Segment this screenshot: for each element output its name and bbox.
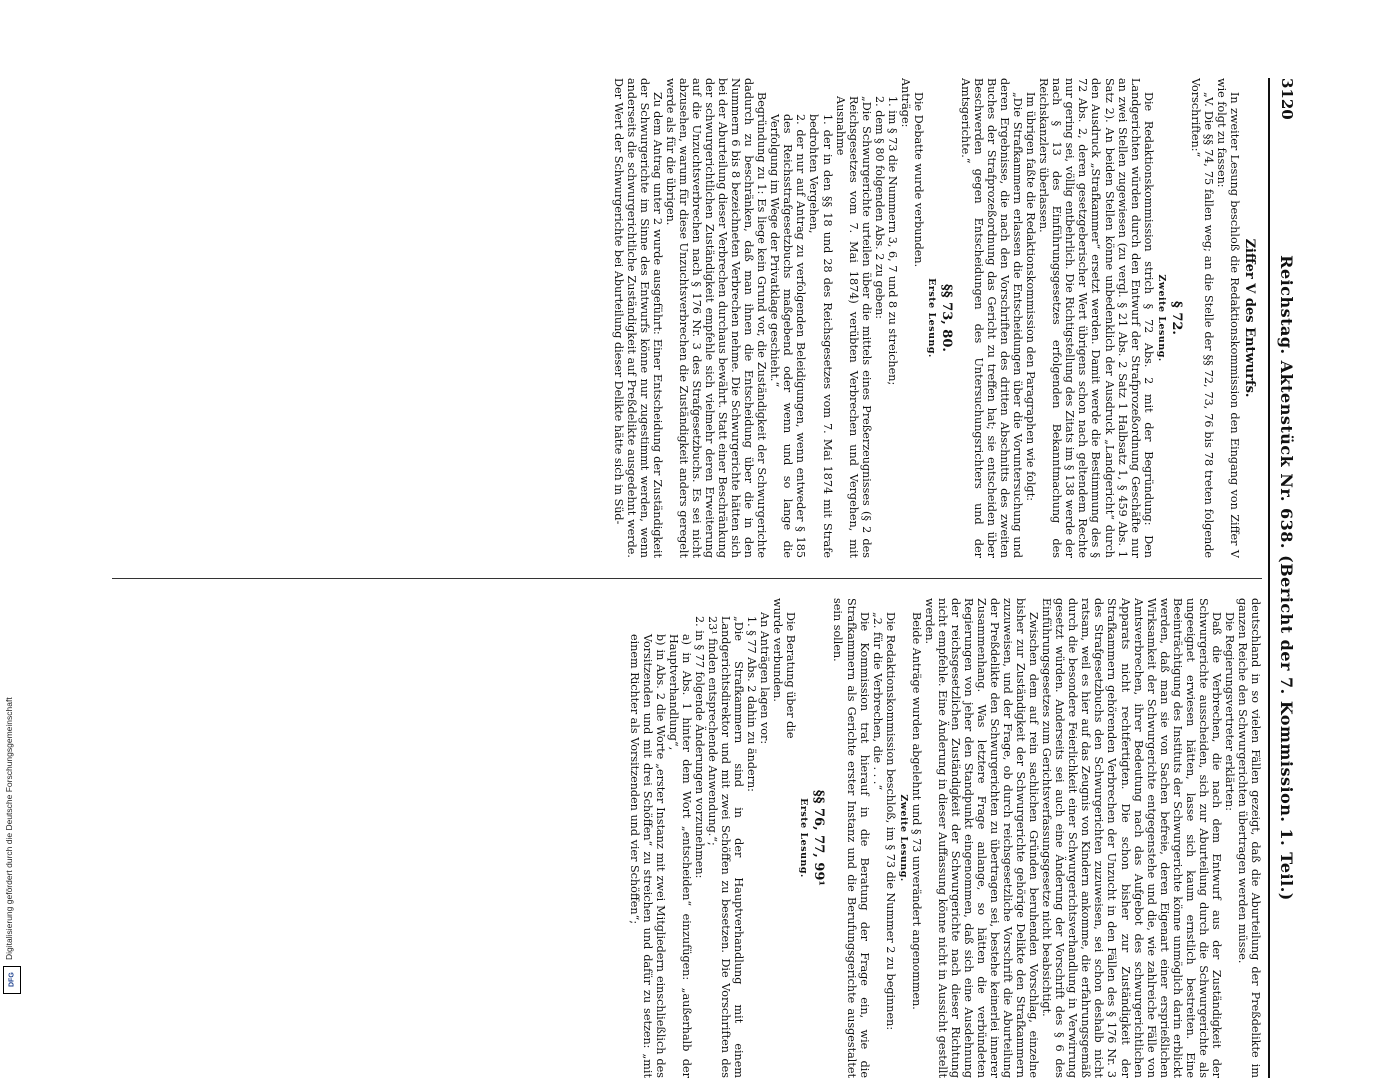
rotated-document-page — [70, 78, 1300, 1078]
funding-credit: Digitalisierung gefördert durch die Deutsche Forschungsgemeinschaft — [4, 697, 14, 960]
paragraph: Zu dem Antrag unter 2 wurde ausgeführt: Einer Entscheidung der Zuständigkeit der Schwurgerichte im Sinne des Entwurfs könne nur zugestimmt werden, wenn anderseits die schwurgerichtliche Zuständigkeit auf Preßdelikte ausgedehnt werde. Der Wert der Schwurgerichte bei Aburteilung dieser Delikte hätte sich in Süd- — [611, 78, 664, 558]
paragraph: Die Debatte wurde verbunden. — [911, 92, 925, 268]
section-heading: §§ 73, 80. — [938, 284, 954, 352]
paragraph: Die Beratung über die — [784, 612, 798, 739]
digitization-footer — [1, 600, 23, 998]
paragraph: „V. Die §§ 74, 75 fallen weg; an die Stelle der §§ 72, 73, 76 bis 78 treten folgende Vorschriften:“ — [1188, 78, 1215, 558]
paragraph: Daß die Verbrechen, die nach dem Entwurf aus der Zuständigkeit der Schwurgerichte ausscheiden, sich zur Aburteilung durch die Schwurgerichte als ungeeignet erwiesen hätten, lasse sich kaum ernstlich bestreiten. Eine Beeinträchtigung des Instituts der Schwurgerichte könne unmöglich darin erblickt werden, daß man sie von Sachen befreie, deren Eigenart einer ersprießlichen Wirksamkeit der Schwurgerichte entgegenstehe und die, wie zahlreiche Fälle von Amtsverbrechen, ihrer Bedeutung nach das Aufgebot des schwurgerichtlichen Apparats nicht rechtfertigten. Die schon bisher zur Zuständigkeit der Strafkammern gehörenden Verbrechen der Unzucht in den Fällen des § 176 Nr. 3 des Strafgesetzbuchs den Schwurgerichten zuzuweisen, sei schon deshalb nicht ratsam, weil es hier auf das Zeugnis von Kindern ankomme, die erfahrungsgemäß durch die besondere Feierlichkeit einer Schwurgerichtsverhandlung in Verwirrung gesetzt würden. Anderseits sei auch eine Änderung der Vorschrift des § 6 des Einführungsgesetzes zum Gerichtsverfassungsgesetze nicht beabsichtigt. — [1040, 598, 1223, 1078]
list-item: „Die Strafkammern sind in der Hauptverhandlung mit einem Landgerichtsdirektor und mit zwei Schöffen zu besetzen. Die Vorschriften des 23¹ finden entsprechende Anwendung.“; — [706, 616, 746, 1078]
sub-list-item: 2. der nur auf Antrag zu verfolgenden Beleidigungen, wenn entweder § 185 des Reichsstrafgesetzbuchs maßgebend oder wenn und so lange die Verfolgung im Wege der Privatklage geschieht.“ — [768, 114, 808, 558]
list-item: 1. § 77 Abs. 2 dahin zu ändern: — [745, 616, 759, 792]
page-header — [1268, 78, 1300, 1078]
reading-label: Erste Lesung. — [925, 278, 937, 358]
sub-list-item: a) in Abs. 1 hinter dem Wort „entscheiden“ einzufügen: „außerhalb der Hauptverhandlung“, — [666, 634, 693, 1078]
list-item: „Die Schwurgerichte urteilen über die mittels eines Preßerzeugnisses (§ 2 des Reichsgesetzes vom 7. Mai 1874) verübten Verbrechen und Vergehen, mit Ausnahme — [833, 96, 873, 558]
paragraph: deutschland in so vielen Fällen gezeigt, daß die Aburteilung der Preßdelikte im ganzen Reiche den Schwurgerichten übertragen werden müsse. — [1235, 598, 1262, 1078]
sub-list-item: b) in Abs. 2 die Worte „erster Instanz mit zwei Mitgliedern einschließlich des Vorsitzenden und mit drei Schöffen“ zu streichen und dafür zu setzen: „mit einem Richter als Vorsitzenden und vier Schöffen“; — [627, 634, 667, 1078]
paragraph: „Die Strafkammern erlassen die Entscheidungen über die Voruntersuchung und deren Ergebnisse, die nach den Vorschriften des dritten Abschnitts des zweiten Buches der Strafprozeßordnung das Gericht zu treffen hat; sie entscheiden über Beschwerden gegen Entscheidungen des Untersuchungsrichters und der Amtsgerichte.“ — [959, 78, 1025, 558]
paragraph: Die Kommission trat hierauf in die Beratung der Frage ein, wie die Strafkammern als Gerichte erster Instanz und die Berufungsgerichte ausgestaltet sein sollen. — [831, 598, 871, 1078]
page-number: 3120 — [1278, 78, 1296, 120]
paragraph: In zweiter Lesung beschloß die Redaktionskommission den Eingang von Ziffer V wie folgt zu fassen: — [1214, 78, 1241, 558]
paragraph: An Anträgen lagen vor: — [758, 612, 772, 745]
page-title: Reichstag. Aktenstück Nr. 638. (Bericht der 7. Kommission. 1. Teil.) — [1277, 255, 1296, 901]
paragraph: Die Regierungsvertreter erklärten: — [1222, 612, 1236, 811]
paragraph: Zwischen dem auf rein sachlichen Gründen beruhenden Vorschlag, einzelne bisher zur Zuständigkeit der Schwurgerichte gehörige Delikte den Strafkammern zuzuweisen, und der Frage, ob durch reichsgesetzliche Vorschrift die Aburteilung der Preßdelikte den Schwurgerichten zu übertragen sei, bestehe keinerlei innerer Zusammenhang. Was letztere Frage anlange, so hätten die verbündeten Regierungen von jeher den Standpunkt eingenommen, daß sich eine Ausdehnung der reichsgesetzlichen Zuständigkeit der Schwurgerichte nach dieser Richtung nicht empfehle. Eine Änderung in dieser Auffassung könne nicht in Aussicht gestellt werden. — [922, 598, 1041, 1078]
reading-label: Zweite Lesung. — [1155, 274, 1167, 362]
list-item: 1. im § 73 die Nummern 3, 6, 7 und 8 zu streichen; — [885, 96, 899, 386]
right-column — [112, 598, 1262, 1078]
list-item: 2. in § 77 folgende Änderungen vorzunehmen: — [693, 616, 707, 879]
paragraph: Im übrigen faßte die Redaktionskommission den Paragraphen wie folgt: — [1024, 92, 1038, 501]
paragraph: Begründung zu 1: Es liege kein Grund vor, die Zuständigkeit der Schwurgerichte dadurch zu beschränken, daß man ihnen die Entscheidung über die in den Nummern 6 bis 8 bezeichneten Verbrechen nehme. Die Schwurgerichte hätten sich bei der Aburteilung dieser Verbrechen durchaus bewährt. Statt einer Beschränkung der schwurgerichtlichen Zuständigkeit empfehle sich vielmehr deren Erweiterung auf die Unzuchtsverbrechen nach § 176 Nr. 3 des Strafgesetzbuchs. Es sei nicht abzusehen, warum für diese Unzuchtsverbrechen die Zuständigkeit anders geregelt werde als für die übrigen. — [663, 78, 769, 558]
paragraph: „2. für die Verbrechen, die . . .“ — [870, 612, 884, 791]
reading-label: Zweite Lesung. — [897, 794, 909, 882]
paragraph: Die Redaktionskommission beschloß, im § 73 die Nummer 2 zu beginnen: — [883, 612, 897, 1031]
paragraph: Anträge: — [898, 78, 912, 128]
dfg-logo: DFG — [3, 966, 21, 994]
section-heading: §§ 76, 77, 99¹ — [811, 789, 827, 887]
paragraph: wurde verbunden. — [771, 598, 785, 702]
sub-list-item: 1. der in den §§ 18 und 28 des Reichsgesetzes vom 7. Mai 1874 mit Strafe bedrohten Vergehen, — [807, 114, 834, 558]
column-divider — [112, 578, 1262, 579]
left-column — [112, 78, 1262, 558]
paragraph: Die Redaktionskommission strich § 72 Abs. 2 mit der Begründung: Den Landgerichten würden durch den Entwurf der Strafprozeßordnung Geschäfte nur an zwei Stellen zugewiesen (zu vergl. § 21 Abs. 2 Satz 1 Halbsatz 1, § 459 Abs. 1 Satz 2). An beiden Stellen könne unbedenklich der Ausdruck „Landgericht“ durch den Ausdruck „Strafkammer“ ersetzt werden. Damit werde die Bestimmung des § 72 Abs. 2, deren gesetzgeberischer Wert übrigens schon nach geltendem Rechte nur gering sei, völlig entbehrlich. Die Richtigstellung des Zitats im § 138 werde der nach § 13 des Einführungsgesetzes erfolgenden Bekanntmachung des Reichskanzlers überlassen. — [1037, 78, 1155, 558]
paragraph: Beide Anträge wurden abgelehnt und § 73 unverändert angenommen. — [909, 612, 923, 1010]
section-heading: § 72. — [1168, 301, 1184, 335]
section-heading: Ziffer V des Entwurfs. — [1242, 238, 1257, 398]
reading-label: Erste Lesung. — [798, 798, 810, 878]
list-item: 2. dem § 80 folgenden Abs. 2 zu geben: — [872, 96, 886, 320]
